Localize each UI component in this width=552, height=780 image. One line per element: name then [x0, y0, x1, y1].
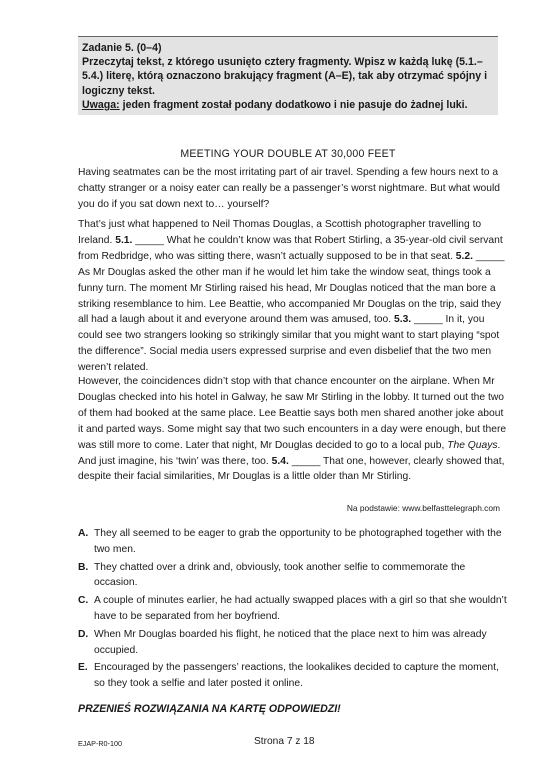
option-d — [78, 627, 508, 659]
text-span: _____ What he couldn’t know was that Robert Stirling, a 35-year-old civil servant from Redbridge, who was sitting there, wasn’t actually supposed to be in that seat. — [78, 234, 503, 262]
text-span: . And just imagine, his ‘twin’ was there, too. — [78, 439, 501, 467]
article-paragraph-3 — [78, 374, 508, 485]
exam-code: EJAP-R0-100 — [78, 739, 122, 748]
page-number: Strona 7 z 18 — [254, 736, 315, 747]
transfer-answers-note: PRZENIEŚ ROZWIĄZANIA NA KARTĘ ODPOWIEDZI! — [78, 703, 341, 715]
option-text: Encouraged by the passengers’ reactions, the lookalikes decided to capture the moment, so they took a selfie and later posted it online. — [94, 662, 499, 690]
option-letter: B. — [78, 561, 89, 573]
gap-5-2: 5.2. — [455, 250, 473, 262]
option-letter: A. — [78, 528, 89, 539]
option-text: A couple of minutes earlier, he had actually swapped places with a girl so that she wouldn’t have to be separated from her boyfriend. — [94, 595, 507, 622]
option-letter: D. — [78, 628, 89, 640]
text-span: That’s just what happened to Neil Thomas Douglas, a Scottish photographer travelling to Ireland. — [78, 219, 482, 246]
gap-5-1: 5.1. — [115, 234, 133, 246]
article-paragraph-2 — [78, 217, 508, 376]
task-header — [78, 36, 498, 115]
task-note — [82, 98, 494, 112]
option-text: They all seemed to be eager to grab the opportunity to be photographed together with the two men. — [94, 528, 502, 555]
note-text: jeden fragment został podany dodatkowo i nie pasuje do żadnej luki. — [119, 98, 468, 111]
option-a — [78, 526, 508, 558]
option-c — [78, 593, 508, 625]
option-text: When Mr Douglas boarded his flight, he noticed that the place next to him was already occupied. — [94, 628, 487, 656]
option-b — [78, 560, 508, 592]
text-span: _____ In it, you could see two strangers looking so strikingly similar that you might want to start playing “spot the difference”. Social media users expressed surprise and even disbelief that the two men weren’t related. — [78, 314, 500, 374]
note-label: Uwaga: — [82, 98, 120, 111]
gap-5-4: 5.4. — [271, 455, 289, 467]
option-letter: C. — [78, 595, 89, 607]
article-paragraph-1: Having seatmates can be the most irritating part of air travel. Spending a few hours next to a chatty stranger or a noisy eater can really be a passenger’s worst nightmare. But what would you do if you sat down next to… yourself? — [78, 167, 501, 210]
article-title: MEETING YOUR DOUBLE AT 30,000 FEET — [180, 148, 396, 160]
task-instruction: Przeczytaj tekst, z którego usunięto cztery fragmenty. Wpisz w każdą lukę (5.1.–5.4.) literę, którą oznaczono brakujący fragment (A–E), tak aby otrzymać spójny i logiczny tekst. — [82, 56, 488, 97]
option-e — [78, 660, 508, 692]
text-span: _____ That one, however, clearly showed that, despite their facial similarities, Mr Douglas is a little older than Mr Stirling. — [78, 455, 505, 483]
gap-5-3: 5.3. — [393, 314, 412, 326]
text-span: However, the coincidences didn’t stop with that chance encounter on the airplane. When Mr Douglas checked into his hotel in Galway, he saw Mr Stirling in the lobby. It turned out the two of them had booked at the same place. Lee Beattie says both men shared another joke about it and parted ways. Some might say that two such encounters in a day were enough, but there was still more to come. Later that night, Mr Douglas decided to go to a local pub, — [78, 376, 507, 451]
option-letter: E. — [78, 662, 88, 674]
task-title: Zadanie 5. (0–4) — [82, 42, 162, 54]
text-span: _____ As Mr Douglas asked the other man if he would let him take the window seat, things took a funny turn. The moment Mr Stirling raised his head, Mr Douglas noticed that the man bore a striking resemblance to him. Lee Beattie, who accompanied Mr Douglas on the trip, said they all had a laugh about it and everyone around them was amused, too. — [78, 250, 505, 326]
options-list — [78, 526, 508, 694]
pub-name: The Quays — [447, 439, 498, 451]
source-note: Na podstawie: www.belfasttelegraph.com — [346, 503, 500, 513]
option-text: They chatted over a drink and, obviously, took another selfie to commemorate the occasion. — [94, 561, 466, 589]
